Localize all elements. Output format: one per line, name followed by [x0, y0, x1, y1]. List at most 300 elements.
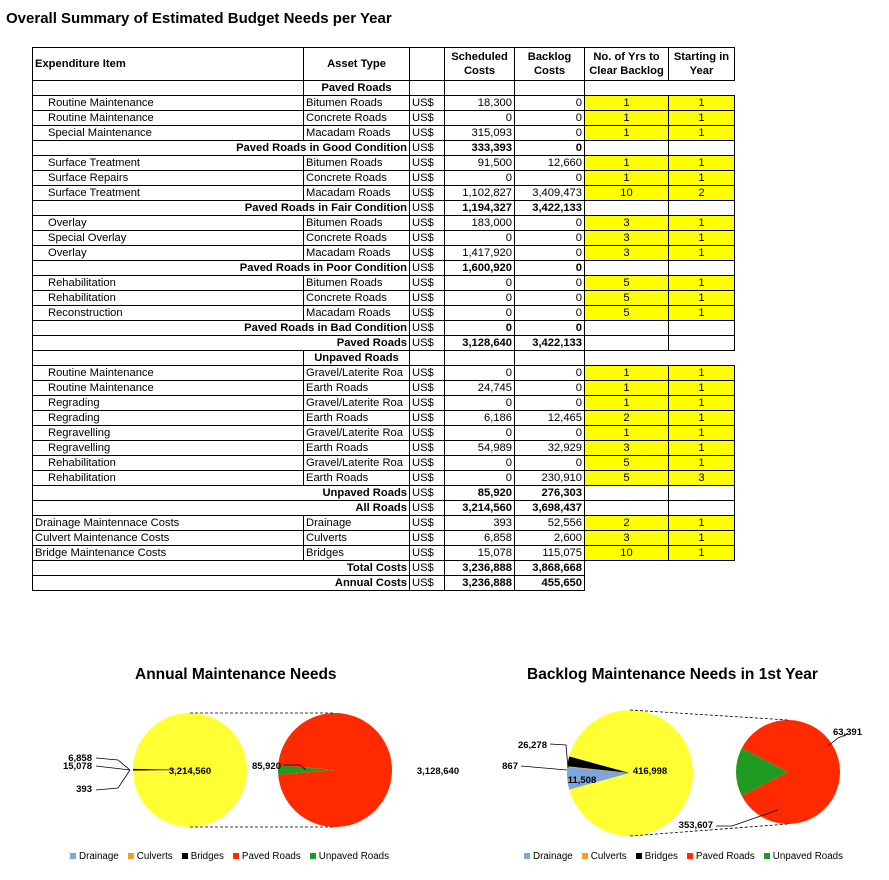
- asset-type-cell: Earth Roads: [304, 441, 410, 456]
- expenditure-item-cell: Bridge Maintenance Costs: [33, 546, 304, 561]
- starting-year-cell: 1: [669, 156, 735, 171]
- years-to-clear-cell: 3: [585, 531, 669, 546]
- table-row: [33, 441, 735, 456]
- subtotal-label: Unpaved Roads: [33, 486, 410, 501]
- backlog-cost-cell: 12,465: [515, 411, 585, 426]
- header-backlog-line1: Backlog: [527, 51, 572, 63]
- scheduled-cost-cell: 3,236,888: [445, 561, 515, 576]
- backlog-cost-cell: 2,600: [515, 531, 585, 546]
- legend-swatch: [128, 853, 134, 859]
- currency-cell: US$: [410, 441, 445, 456]
- section-label: Paved Roads: [304, 81, 410, 96]
- pie-label-drainage: 26,278: [517, 740, 547, 751]
- subtotal-label: Paved Roads in Poor Condition: [33, 261, 410, 276]
- expenditure-item-cell: Surface Treatment: [33, 156, 304, 171]
- table-row: [33, 516, 735, 531]
- subtotal-label: Paved Roads in Good Condition: [33, 141, 410, 156]
- starting-year-cell: 1: [669, 291, 735, 306]
- legend-swatch: [233, 853, 239, 859]
- scheduled-cost-cell: 0: [445, 426, 515, 441]
- starting-year-cell: 1: [669, 411, 735, 426]
- legend-item-culverts: [582, 851, 627, 862]
- backlog-cost-cell: 52,556: [515, 516, 585, 531]
- pie-label-drainage: 393: [76, 784, 92, 795]
- backlog-cost-cell: 0: [515, 111, 585, 126]
- header-starting-year: [669, 48, 735, 81]
- starting-year-cell: 1: [669, 276, 735, 291]
- cell-blank: [669, 351, 735, 366]
- expenditure-item-cell: Rehabilitation: [33, 291, 304, 306]
- backlog-cost-cell: 0: [515, 261, 585, 276]
- currency-cell: US$: [410, 396, 445, 411]
- backlog-cost-cell: 0: [515, 306, 585, 321]
- asset-type-cell: Concrete Roads: [304, 171, 410, 186]
- backlog-chart-title: Backlog Maintenance Needs in 1st Year: [527, 666, 818, 683]
- legend-item-drainage: [524, 851, 573, 862]
- currency-cell: US$: [410, 576, 445, 591]
- starting-year-cell: 1: [669, 171, 735, 186]
- expenditure-item-cell: Regrading: [33, 411, 304, 426]
- expenditure-item-cell: Special Overlay: [33, 231, 304, 246]
- table-row: [33, 381, 735, 396]
- header-scheduled-line2: Costs: [463, 65, 496, 77]
- starting-year-cell: 1: [669, 96, 735, 111]
- currency-cell: US$: [410, 171, 445, 186]
- years-to-clear-cell: 1: [585, 366, 669, 381]
- starting-year-cell: 2: [669, 186, 735, 201]
- table-row: [33, 156, 735, 171]
- asset-type-cell: Earth Roads: [304, 381, 410, 396]
- table-row: [33, 426, 735, 441]
- table-row: [33, 171, 735, 186]
- cell-blank: [585, 81, 669, 96]
- scheduled-cost-cell: 1,600,920: [445, 261, 515, 276]
- cell-blank: [410, 351, 445, 366]
- backlog-cost-cell: 0: [515, 426, 585, 441]
- cell-blank: [585, 321, 669, 336]
- currency-cell: US$: [410, 411, 445, 426]
- scheduled-cost-cell: 183,000: [445, 216, 515, 231]
- asset-type-cell: Concrete Roads: [304, 111, 410, 126]
- currency-cell: US$: [410, 231, 445, 246]
- asset-type-cell: Drainage: [304, 516, 410, 531]
- cell-blank: [33, 81, 304, 96]
- cell-blank: [669, 576, 735, 591]
- backlog-cost-cell: 3,698,437: [515, 501, 585, 516]
- cell-blank: [669, 336, 735, 351]
- page-title: Overall Summary of Estimated Budget Needs per Year: [6, 10, 392, 27]
- currency-cell: US$: [410, 111, 445, 126]
- expenditure-item-cell: Reconstruction: [33, 306, 304, 321]
- years-to-clear-cell: 1: [585, 171, 669, 186]
- asset-type-cell: Culverts: [304, 531, 410, 546]
- table-row: [33, 126, 735, 141]
- currency-cell: US$: [410, 276, 445, 291]
- starting-year-cell: 1: [669, 306, 735, 321]
- expenditure-item-cell: Routine Maintenance: [33, 111, 304, 126]
- table-row: [33, 471, 735, 486]
- subtotal-row: [33, 576, 735, 591]
- cell-blank: [585, 351, 669, 366]
- legend-swatch: [764, 853, 770, 859]
- cell-blank: [33, 351, 304, 366]
- legend-item-paved-roads: [233, 851, 301, 862]
- legend-item-unpaved-roads: [310, 851, 389, 862]
- years-to-clear-cell: 3: [585, 246, 669, 261]
- currency-cell: US$: [410, 456, 445, 471]
- years-to-clear-cell: 2: [585, 516, 669, 531]
- cell-blank: [445, 351, 515, 366]
- cell-blank: [585, 201, 669, 216]
- annual-chart-legend: [70, 851, 389, 862]
- pie-label-bridges: 11,508: [567, 775, 597, 786]
- asset-type-cell: Bitumen Roads: [304, 96, 410, 111]
- backlog-cost-cell: 3,422,133: [515, 201, 585, 216]
- currency-cell: US$: [410, 126, 445, 141]
- asset-type-cell: Gravel/Laterite Roa: [304, 426, 410, 441]
- header-asset-type: Asset Type: [304, 48, 410, 81]
- starting-year-cell: 1: [669, 231, 735, 246]
- legend-label: Culverts: [136, 851, 173, 862]
- cell-blank: [585, 336, 669, 351]
- cell-blank: [669, 486, 735, 501]
- table-row: [33, 396, 735, 411]
- currency-cell: US$: [410, 156, 445, 171]
- currency-cell: US$: [410, 96, 445, 111]
- backlog-cost-cell: 12,660: [515, 156, 585, 171]
- backlog-cost-cell: 0: [515, 291, 585, 306]
- pie-label-roads: 416,998: [632, 766, 668, 777]
- years-to-clear-cell: 1: [585, 381, 669, 396]
- years-to-clear-cell: 5: [585, 291, 669, 306]
- legend-label: Unpaved Roads: [772, 851, 844, 862]
- pie-label-paved-roads: 3,128,640: [416, 766, 460, 777]
- table-row: [33, 186, 735, 201]
- backlog-cost-cell: 0: [515, 246, 585, 261]
- asset-type-cell: Gravel/Laterite Roa: [304, 366, 410, 381]
- currency-cell: US$: [410, 531, 445, 546]
- legend-swatch: [687, 853, 693, 859]
- cell-blank: [585, 501, 669, 516]
- scheduled-cost-cell: 3,236,888: [445, 576, 515, 591]
- cell-blank: [585, 141, 669, 156]
- starting-year-cell: 1: [669, 426, 735, 441]
- legend-swatch: [70, 853, 76, 859]
- subtotal-row: [33, 321, 735, 336]
- pie-label-roads: 3,214,560: [168, 766, 212, 777]
- years-to-clear-cell: 5: [585, 471, 669, 486]
- expenditure-item-cell: Rehabilitation: [33, 456, 304, 471]
- backlog-cost-cell: 0: [515, 456, 585, 471]
- backlog-cost-cell: 115,075: [515, 546, 585, 561]
- scheduled-cost-cell: 0: [445, 321, 515, 336]
- backlog-cost-cell: 0: [515, 231, 585, 246]
- years-to-clear-cell: 1: [585, 111, 669, 126]
- currency-cell: US$: [410, 306, 445, 321]
- scheduled-cost-cell: 18,300: [445, 96, 515, 111]
- subtotal-row: [33, 261, 735, 276]
- scheduled-cost-cell: 0: [445, 366, 515, 381]
- asset-type-cell: Earth Roads: [304, 411, 410, 426]
- scheduled-cost-cell: 0: [445, 276, 515, 291]
- currency-cell: US$: [410, 516, 445, 531]
- backlog-cost-cell: 0: [515, 126, 585, 141]
- years-to-clear-cell: 3: [585, 231, 669, 246]
- expenditure-item-cell: Regravelling: [33, 426, 304, 441]
- currency-cell: US$: [410, 426, 445, 441]
- years-to-clear-cell: 5: [585, 306, 669, 321]
- scheduled-cost-cell: 0: [445, 306, 515, 321]
- pie-label-unpaved-roads: 63,391: [832, 727, 862, 738]
- table-row: [33, 306, 735, 321]
- cell-blank: [515, 81, 585, 96]
- currency-cell: US$: [410, 561, 445, 576]
- currency-cell: US$: [410, 546, 445, 561]
- starting-year-cell: 1: [669, 546, 735, 561]
- years-to-clear-cell: 10: [585, 186, 669, 201]
- currency-cell: US$: [410, 486, 445, 501]
- backlog-cost-cell: 0: [515, 276, 585, 291]
- scheduled-cost-cell: 0: [445, 471, 515, 486]
- currency-cell: US$: [410, 501, 445, 516]
- cell-blank: [445, 81, 515, 96]
- currency-cell: US$: [410, 336, 445, 351]
- currency-cell: US$: [410, 186, 445, 201]
- table-row: [33, 216, 735, 231]
- subtotal-row: [33, 141, 735, 156]
- legend-item-paved-roads: [687, 851, 755, 862]
- table-row: [33, 111, 735, 126]
- subtotal-label: Total Costs: [33, 561, 410, 576]
- cell-blank: [515, 351, 585, 366]
- starting-year-cell: 3: [669, 471, 735, 486]
- asset-type-cell: Macadam Roads: [304, 186, 410, 201]
- asset-type-cell: Concrete Roads: [304, 291, 410, 306]
- subtotal-row: [33, 201, 735, 216]
- scheduled-cost-cell: 15,078: [445, 546, 515, 561]
- section-label: Unpaved Roads: [304, 351, 410, 366]
- asset-type-cell: Bitumen Roads: [304, 216, 410, 231]
- header-starting-line1: Starting in: [673, 51, 730, 63]
- cell-blank: [585, 576, 669, 591]
- asset-type-cell: Earth Roads: [304, 471, 410, 486]
- asset-type-cell: Macadam Roads: [304, 306, 410, 321]
- legend-swatch: [182, 853, 188, 859]
- currency-cell: US$: [410, 201, 445, 216]
- backlog-cost-cell: 0: [515, 366, 585, 381]
- table-row: [33, 366, 735, 381]
- header-scheduled-costs: [445, 48, 515, 81]
- starting-year-cell: 1: [669, 381, 735, 396]
- asset-type-cell: Bitumen Roads: [304, 276, 410, 291]
- subtotal-row: [33, 501, 735, 516]
- header-backlog-costs: [515, 48, 585, 81]
- years-to-clear-cell: 10: [585, 546, 669, 561]
- expenditure-item-cell: Rehabilitation: [33, 471, 304, 486]
- table-row: [33, 291, 735, 306]
- annual-chart-title: Annual Maintenance Needs: [135, 666, 337, 683]
- asset-type-cell: Macadam Roads: [304, 126, 410, 141]
- pie-label-unpaved-roads: 85,920: [251, 761, 281, 772]
- cell-blank: [669, 81, 735, 96]
- expenditure-item-cell: Special Maintenance: [33, 126, 304, 141]
- legend-label: Paved Roads: [695, 851, 755, 862]
- years-to-clear-cell: 1: [585, 126, 669, 141]
- legend-label: Drainage: [533, 851, 573, 862]
- cell-blank: [669, 201, 735, 216]
- table-row: [33, 276, 735, 291]
- legend-label: Bridges: [644, 851, 678, 862]
- table-row: [33, 411, 735, 426]
- scheduled-cost-cell: 1,417,920: [445, 246, 515, 261]
- backlog-cost-cell: 32,929: [515, 441, 585, 456]
- expenditure-item-cell: Drainage Maintennace Costs: [33, 516, 304, 531]
- pie-label-culverts: 6,858: [68, 753, 92, 764]
- pie-label-bridges: 15,078: [62, 761, 92, 772]
- backlog-cost-cell: 276,303: [515, 486, 585, 501]
- asset-type-cell: Bitumen Roads: [304, 156, 410, 171]
- legend-swatch: [524, 853, 530, 859]
- table-row: [33, 456, 735, 471]
- backlog-cost-cell: 0: [515, 216, 585, 231]
- years-to-clear-cell: 3: [585, 441, 669, 456]
- scheduled-cost-cell: 0: [445, 111, 515, 126]
- header-scheduled-line1: Scheduled: [451, 51, 508, 63]
- backlog-cost-cell: 3,409,473: [515, 186, 585, 201]
- backlog-cost-cell: 0: [515, 381, 585, 396]
- header-backlog-line2: Costs: [533, 65, 566, 77]
- starting-year-cell: 1: [669, 456, 735, 471]
- legend-label: Bridges: [190, 851, 224, 862]
- starting-year-cell: 1: [669, 441, 735, 456]
- starting-year-cell: 1: [669, 216, 735, 231]
- backlog-chart-legend: [524, 851, 843, 862]
- starting-year-cell: 1: [669, 396, 735, 411]
- expenditure-item-cell: Overlay: [33, 246, 304, 261]
- years-to-clear-cell: 1: [585, 426, 669, 441]
- expenditure-item-cell: Rehabilitation: [33, 276, 304, 291]
- starting-year-cell: 1: [669, 126, 735, 141]
- scheduled-cost-cell: 54,989: [445, 441, 515, 456]
- legend-label: Paved Roads: [241, 851, 301, 862]
- scheduled-cost-cell: 0: [445, 291, 515, 306]
- subtotal-row: [33, 336, 735, 351]
- currency-cell: US$: [410, 471, 445, 486]
- years-to-clear-cell: 1: [585, 396, 669, 411]
- legend-item-unpaved-roads: [764, 851, 843, 862]
- asset-type-cell: Gravel/Laterite Roa: [304, 456, 410, 471]
- cell-blank: [585, 261, 669, 276]
- header-years-to-clear: [585, 48, 669, 81]
- expenditure-item-cell: Routine Maintenance: [33, 366, 304, 381]
- cell-blank: [669, 561, 735, 576]
- cell-blank: [669, 321, 735, 336]
- legend-label: Culverts: [590, 851, 627, 862]
- scheduled-cost-cell: 333,393: [445, 141, 515, 156]
- legend-swatch: [310, 853, 316, 859]
- years-to-clear-cell: 1: [585, 96, 669, 111]
- table-row: [33, 96, 735, 111]
- table-row: [33, 531, 735, 546]
- scheduled-cost-cell: 6,858: [445, 531, 515, 546]
- subtotal-label: Paved Roads in Fair Condition: [33, 201, 410, 216]
- expenditure-item-cell: Routine Maintenance: [33, 96, 304, 111]
- legend-swatch: [636, 853, 642, 859]
- pie-label-culverts: 867: [502, 761, 518, 772]
- table-row: [33, 546, 735, 561]
- leader-line: [521, 766, 567, 770]
- budget-table: [32, 47, 735, 591]
- subtotal-label: Annual Costs: [33, 576, 410, 591]
- expenditure-item-cell: Regravelling: [33, 441, 304, 456]
- currency-cell: US$: [410, 381, 445, 396]
- pie-label-paved-roads: 353,607: [678, 820, 713, 831]
- table-header-row: [33, 48, 735, 81]
- expenditure-item-cell: Routine Maintenance: [33, 381, 304, 396]
- expenditure-item-cell: Overlay: [33, 216, 304, 231]
- subtotal-label: Paved Roads in Bad Condition: [33, 321, 410, 336]
- expenditure-item-cell: Culvert Maintenance Costs: [33, 531, 304, 546]
- scheduled-cost-cell: 3,128,640: [445, 336, 515, 351]
- legend-item-bridges: [636, 851, 678, 862]
- scheduled-cost-cell: 91,500: [445, 156, 515, 171]
- subtotal-label: Paved Roads: [33, 336, 410, 351]
- scheduled-cost-cell: 3,214,560: [445, 501, 515, 516]
- scheduled-cost-cell: 0: [445, 396, 515, 411]
- subtotal-row: [33, 561, 735, 576]
- expenditure-item-cell: Surface Treatment: [33, 186, 304, 201]
- legend-item-drainage: [70, 851, 119, 862]
- currency-cell: US$: [410, 246, 445, 261]
- table-row: [33, 246, 735, 261]
- header-expenditure-item: Expenditure Item: [33, 48, 304, 81]
- section-row: [33, 81, 735, 96]
- backlog-cost-cell: 0: [515, 396, 585, 411]
- expenditure-item-cell: Regrading: [33, 396, 304, 411]
- asset-type-cell: Concrete Roads: [304, 231, 410, 246]
- cell-blank: [669, 261, 735, 276]
- cell-blank: [669, 141, 735, 156]
- leader-line: [550, 744, 568, 768]
- scheduled-cost-cell: 85,920: [445, 486, 515, 501]
- backlog-cost-cell: 0: [515, 321, 585, 336]
- currency-cell: US$: [410, 261, 445, 276]
- scheduled-cost-cell: 6,186: [445, 411, 515, 426]
- table-row: [33, 231, 735, 246]
- currency-cell: US$: [410, 366, 445, 381]
- backlog-cost-cell: 0: [515, 171, 585, 186]
- starting-year-cell: 1: [669, 516, 735, 531]
- scheduled-cost-cell: 1,102,827: [445, 186, 515, 201]
- legend-label: Unpaved Roads: [318, 851, 390, 862]
- currency-cell: US$: [410, 291, 445, 306]
- backlog-cost-cell: 455,650: [515, 576, 585, 591]
- currency-cell: US$: [410, 321, 445, 336]
- header-starting-line2: Year: [689, 65, 714, 77]
- starting-year-cell: 1: [669, 111, 735, 126]
- section-row: [33, 351, 735, 366]
- scheduled-cost-cell: 0: [445, 456, 515, 471]
- legend-swatch: [582, 853, 588, 859]
- scheduled-cost-cell: 0: [445, 171, 515, 186]
- expenditure-item-cell: Surface Repairs: [33, 171, 304, 186]
- cell-blank: [669, 501, 735, 516]
- subtotal-label: All Roads: [33, 501, 410, 516]
- years-to-clear-cell: 5: [585, 276, 669, 291]
- asset-type-cell: Gravel/Laterite Roa: [304, 396, 410, 411]
- backlog-cost-cell: 230,910: [515, 471, 585, 486]
- leader-line: [96, 766, 130, 770]
